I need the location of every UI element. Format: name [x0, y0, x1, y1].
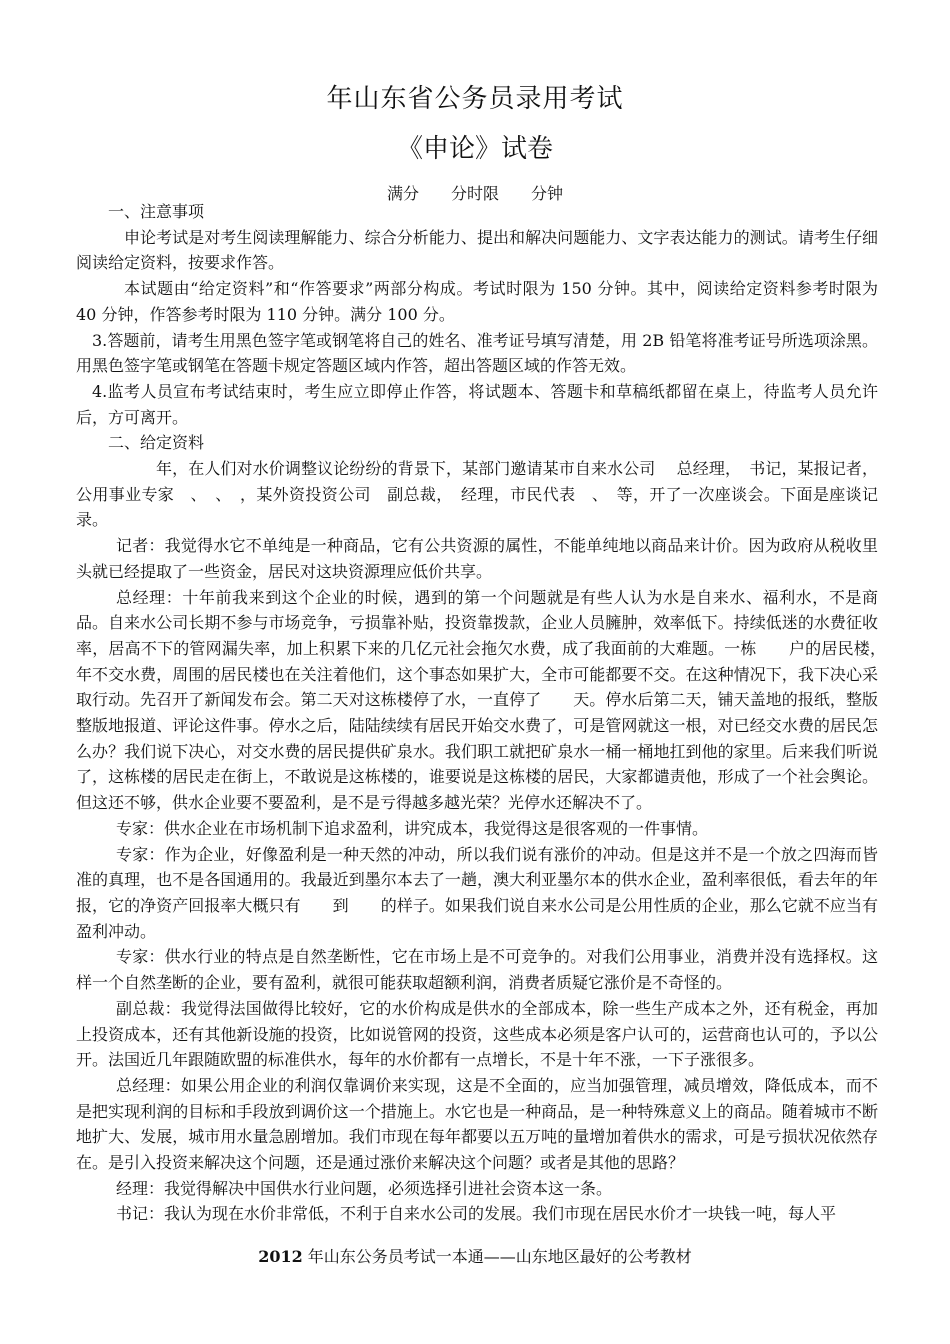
paragraph: 本试题由“给定资料”和“作答要求”两部分构成。考试时限为 150 分钟。其中，阅读给定资料参考时限为 40 分钟，作答参考时限为 110 分钟。满分 100 分。 [76, 279, 878, 324]
paragraph: 3.答题前，请考生用黑色签字笔或钢笔将自己的姓名、准考证号填写清楚，用 2B 铅笔将准考证号所选项涂黑。用黑色签字笔或钢笔在答题卡规定答题区域内作答，超出答题区域的作答无效。 [76, 330, 878, 376]
paragraph: 总经理：如果公用企业的利润仅靠调价来实现，这是不全面的，应当加强管理，减员增效，降低成本，而不是把实现利润的目标和手段放到调价这一个措施上。水它也是一种商品，是一种特殊意义上的商品。随着城市不断地扩大、发展，城市用水量急剧增加。我们市现在每年都要以五万吨的量增加着供水的需求，可是亏损状况依然存在。是引入投资来解决这个问题，还是通过涨价来解决这个问题？或者是其他的思路？ [76, 1075, 878, 1173]
footer-text: 年山东公务员考试一本通——山东地区最好的公考教材 [302, 1247, 692, 1266]
paragraph: 申论考试是对考生阅读理解能力、综合分析能力、提出和解决问题能力、文字表达能力的测试。请考生仔细阅读给定资料，按要求作答。 [76, 227, 878, 273]
paragraph: 专家：供水企业在市场机制下追求盈利，讲究成本，我觉得这是很客观的一件事情。 [116, 818, 709, 838]
paper-subtitle: 《申论》试卷 [396, 134, 553, 164]
paragraph: 专家：作为企业，好像盈利是一种天然的冲动，所以我们说有涨价的冲动。但是这并不是一个放之四海而皆准的真理，也不是各国通用的。我最近到墨尔本去了一趟，澳大利亚墨尔本的供水企业，盈利率很低，看去年的年报，它的净资产回报率大概只有 到 的样子。如果我们说自来水公司是公用性质的企业，那么它就不应当有盈利冲动。 [76, 844, 878, 941]
paragraph: 4.监考人员宣布考试结束时，考生应立即停止作答，将试题本、答题卡和草稿纸都留在桌上，待监考人员允许后，方可离开。 [76, 381, 878, 427]
page-footer [0, 1244, 950, 1267]
paragraph: 副总裁：我觉得法国做得比较好，它的水价构成是供水的全部成本，除一些生产成本之外，还有税金，再加上投资成本，还有其他新设施的投资，比如说管网的投资，这些成本必须是客户认可的，运营商也认可的，予以公开。法国近几年跟随欧盟的标准供水，每年的水价都有一点增长，不是十年不涨，一下子涨很多。 [76, 998, 878, 1070]
paragraph: 书记：我认为现在水价非常低，不利于自来水公司的发展。我们市现在居民水价才一块钱一吨，每人平 [116, 1204, 837, 1224]
score-time-line: 满分 分时限 分钟 [386, 184, 563, 203]
section-heading-notes: 一、注意事项 [108, 202, 205, 221]
paragraph: 总经理：十年前我来到这个企业的时候，遇到的第一个问题就是有些人认为水是自来水、福利水，不是商品。自来水公司长期不参与市场竞争，亏损靠补贴，投资靠拨款，企业人员臃肿，效率低下。持续低迷的水费征收率，居高不下的管网漏失率，加上积累下来的几亿元社会拖欠水费，成了我面前的大难题。一栋 户的居民楼， 年不交水费，周围的居民楼也在关注着他们，这个事态如果扩大，全市可能都要不交。在这种情况下，我下决心采取行动。先召开了新闻发布会。第二天对这栋楼停了水，一直停了 天。停水后第二天，铺天盖地的报纸，整版整版地报道、评论这件事。停水之后，陆陆续续有居民开始交水费了，可是管网就这一根，对已经交水费的居民怎么办？我们说下决心，对交水费的居民提供矿泉水。我们职工就把矿泉水一桶一桶地扛到他的家里。后来我们听说了，这栋楼的居民走在街上，不敢说是这栋楼的，谁要说是这栋楼的居民，大家都谴责他，形成了一个社会舆论。但这还不够，供水企业要不要盈利，是不是亏得越多越光荣？光停水还解决不了。 [76, 587, 911, 813]
exam-title: 年山东省公务员录用考试 [326, 84, 624, 114]
section-heading-materials: 二、给定资料 [108, 433, 205, 453]
paragraph: 年，在人们对水价调整议论纷纷的背景下，某部门邀请某市自来水公司 总经理， 书记，某报记者，公用事业专家 、 、 ，某外资投资公司 副总裁， 经理，市民代表 、 等，开了一次座谈会。下面是座谈记录。 [76, 459, 878, 530]
document-body [76, 199, 911, 1227]
paragraph: 记者：我觉得水它不单纯是一种商品，它有公共资源的属性，不能单纯地以商品来计价。因为政府从税收里头就已经提取了一些资金，居民对这块资源理应低价共享。 [76, 536, 878, 581]
footer-year: 2012 [258, 1247, 303, 1266]
paragraph: 专家：供水行业的特点是自然垄断性，它在市场上是不可竞争的。对我们公用事业，消费并没有选择权。这样一个自然垄断的企业，要有盈利，就很可能获取超额利润，消费者质疑它涨价是不奇怪的。 [76, 947, 878, 993]
paragraph: 经理：我觉得解决中国供水行业问题，必须选择引进社会资本这一条。 [116, 1178, 613, 1198]
